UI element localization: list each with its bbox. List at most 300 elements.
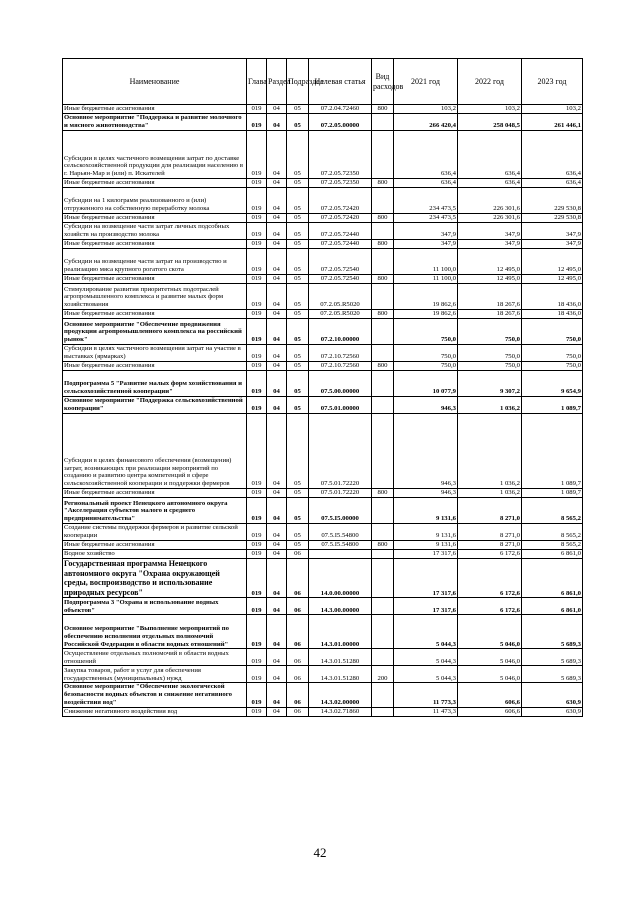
cell-glava: 019 [247, 550, 267, 559]
cell-target-article: 07.2.10.72560 [309, 362, 372, 371]
cell-2022: 750,0 [458, 362, 522, 371]
table-row [63, 598, 583, 615]
cell-target-article: 07.2.05.72420 [309, 214, 372, 223]
cell-expense-type [372, 524, 394, 541]
cell-razdel: 04 [267, 275, 287, 284]
cell-2021: 750,0 [394, 319, 458, 345]
cell-razdel: 04 [267, 223, 287, 240]
cell-expense-type [372, 550, 394, 559]
cell-name: Подпрограмма 5 "Развитие малых форм хозяйствования и сельскохозяйственной кооперации" [63, 371, 247, 397]
cell-name: Иные бюджетные ассигнования [63, 179, 247, 188]
cell-podrazdel: 05 [287, 362, 309, 371]
cell-2023: 630,9 [522, 707, 583, 716]
cell-2023: 347,9 [522, 240, 583, 249]
table-row [63, 223, 583, 240]
cell-name: Иные бюджетные ассигнования [63, 105, 247, 114]
table-row [63, 414, 583, 489]
cell-glava: 019 [247, 345, 267, 362]
cell-2023: 636,4 [522, 131, 583, 179]
cell-2023: 5 689,3 [522, 666, 583, 683]
cell-2021: 11 100,0 [394, 249, 458, 275]
cell-2022: 6 172,6 [458, 559, 522, 598]
cell-2023: 261 446,1 [522, 114, 583, 131]
cell-2021: 11 473,3 [394, 707, 458, 716]
table-header-row [63, 59, 583, 105]
cell-2023: 1 089,7 [522, 397, 583, 414]
cell-2023: 9 654,9 [522, 371, 583, 397]
cell-glava: 019 [247, 223, 267, 240]
cell-glava: 019 [247, 319, 267, 345]
cell-podrazdel: 05 [287, 275, 309, 284]
cell-2021: 5 044,3 [394, 649, 458, 666]
cell-2022: 12 495,0 [458, 249, 522, 275]
cell-podrazdel: 05 [287, 397, 309, 414]
cell-expense-type [372, 397, 394, 414]
cell-name: Основное мероприятие "Обеспечение экологической безопасности водных объектов и снижение негативного воздействия вод" [63, 683, 247, 707]
cell-razdel: 04 [267, 524, 287, 541]
cell-glava: 019 [247, 649, 267, 666]
table-row [63, 131, 583, 179]
cell-glava: 019 [247, 524, 267, 541]
cell-name: Водное хозяйство [63, 550, 247, 559]
cell-expense-type: 800 [372, 310, 394, 319]
cell-2023: 8 565,2 [522, 498, 583, 524]
cell-razdel: 04 [267, 188, 287, 214]
cell-name: Подпрограмма 3 "Охрана и использование водных объектов" [63, 598, 247, 615]
cell-2022: 8 271,0 [458, 498, 522, 524]
cell-podrazdel: 06 [287, 598, 309, 615]
table-row [63, 310, 583, 319]
table-row [63, 397, 583, 414]
cell-2022: 6 172,6 [458, 598, 522, 615]
header-podrazdel: Подраздел [287, 59, 309, 105]
cell-2021: 19 862,6 [394, 310, 458, 319]
cell-2022: 5 046,0 [458, 666, 522, 683]
cell-name: Государственная программа Ненецкого автономного округа "Охрана окружающей среды, воспроизводство и использование природных ресурсов" [63, 559, 247, 598]
cell-name: Иные бюджетные ассигнования [63, 240, 247, 249]
cell-2021: 636,4 [394, 179, 458, 188]
cell-target-article: 07.5.I5.00000 [309, 498, 372, 524]
cell-razdel: 04 [267, 598, 287, 615]
cell-expense-type [372, 414, 394, 489]
budget-table [62, 58, 583, 717]
cell-target-article: 07.2.05.72440 [309, 240, 372, 249]
cell-name: Основное мероприятие "Выполнение мероприятий по обеспечению исполнения отдельных полномочий Российской Федерации в области водных отношений" [63, 615, 247, 649]
cell-glava: 019 [247, 310, 267, 319]
cell-2021: 347,9 [394, 240, 458, 249]
cell-2022: 8 271,0 [458, 541, 522, 550]
cell-razdel: 04 [267, 707, 287, 716]
table-row [63, 188, 583, 214]
cell-glava: 019 [247, 707, 267, 716]
cell-expense-type [372, 683, 394, 707]
cell-razdel: 04 [267, 615, 287, 649]
cell-2022: 636,4 [458, 131, 522, 179]
cell-2022: 1 036,2 [458, 397, 522, 414]
cell-2023: 8 565,2 [522, 541, 583, 550]
cell-expense-type [372, 707, 394, 716]
table-row [63, 524, 583, 541]
cell-glava: 019 [247, 131, 267, 179]
cell-2021: 266 420,4 [394, 114, 458, 131]
cell-podrazdel: 05 [287, 414, 309, 489]
cell-expense-type: 800 [372, 105, 394, 114]
cell-2023: 229 530,8 [522, 214, 583, 223]
table-row [63, 615, 583, 649]
cell-2023: 18 436,0 [522, 284, 583, 310]
cell-2022: 750,0 [458, 319, 522, 345]
header-2022: 2022 год [458, 59, 522, 105]
cell-target-article: 07.5.01.00000 [309, 397, 372, 414]
cell-razdel: 04 [267, 397, 287, 414]
table-row [63, 666, 583, 683]
cell-target-article [309, 550, 372, 559]
cell-2021: 636,4 [394, 131, 458, 179]
cell-2023: 18 436,0 [522, 310, 583, 319]
cell-expense-type: 800 [372, 275, 394, 284]
table-body [63, 105, 583, 717]
cell-2023: 750,0 [522, 362, 583, 371]
table-row [63, 707, 583, 716]
cell-glava: 019 [247, 666, 267, 683]
cell-podrazdel: 05 [287, 489, 309, 498]
cell-podrazdel: 05 [287, 319, 309, 345]
cell-glava: 019 [247, 615, 267, 649]
cell-2023: 6 861,0 [522, 550, 583, 559]
cell-2021: 11 100,0 [394, 275, 458, 284]
cell-name: Основное мероприятие "Поддержка сельскохозяйственной кооперации" [63, 397, 247, 414]
cell-name: Иные бюджетные ассигнования [63, 489, 247, 498]
cell-glava: 019 [247, 559, 267, 598]
header-target-article: Целевая статья [309, 59, 372, 105]
cell-target-article: 07.2.10.00000 [309, 319, 372, 345]
cell-2022: 226 301,6 [458, 214, 522, 223]
cell-name: Иные бюджетные ассигнования [63, 541, 247, 550]
cell-expense-type [372, 615, 394, 649]
cell-2022: 750,0 [458, 345, 522, 362]
table-row [63, 275, 583, 284]
cell-2021: 234 473,5 [394, 188, 458, 214]
cell-razdel: 04 [267, 541, 287, 550]
cell-2021: 9 131,6 [394, 541, 458, 550]
cell-2023: 12 495,0 [522, 249, 583, 275]
cell-name: Региональный проект Ненецкого автономного округа "Акселерация субъектов малого и среднего предпринимательства" [63, 498, 247, 524]
cell-podrazdel: 05 [287, 188, 309, 214]
header-2023: 2023 год [522, 59, 583, 105]
header-name: Наименование [63, 59, 247, 105]
cell-podrazdel: 05 [287, 249, 309, 275]
cell-podrazdel: 05 [287, 524, 309, 541]
cell-expense-type: 800 [372, 489, 394, 498]
cell-target-article: 07.2.05.72540 [309, 275, 372, 284]
cell-2021: 750,0 [394, 345, 458, 362]
cell-2021: 17 317,6 [394, 559, 458, 598]
cell-2022: 606,6 [458, 683, 522, 707]
page-number: 42 [313, 845, 327, 860]
cell-glava: 019 [247, 414, 267, 489]
cell-2021: 9 131,6 [394, 498, 458, 524]
cell-2022: 636,4 [458, 179, 522, 188]
cell-target-article: 07.5.01.72220 [309, 489, 372, 498]
cell-target-article: 07.2.05.72350 [309, 179, 372, 188]
table-row [63, 105, 583, 114]
cell-podrazdel: 05 [287, 114, 309, 131]
cell-target-article: 07.2.10.72560 [309, 345, 372, 362]
cell-expense-type: 800 [372, 541, 394, 550]
cell-glava: 019 [247, 179, 267, 188]
cell-name: Иные бюджетные ассигнования [63, 362, 247, 371]
cell-target-article: 07.5.I5.54800 [309, 524, 372, 541]
cell-target-article: 07.5.I5.54800 [309, 541, 372, 550]
cell-razdel: 04 [267, 114, 287, 131]
table-row [63, 498, 583, 524]
cell-name: Закупка товаров, работ и услуг для обеспечения государственных (муниципальных) нужд [63, 666, 247, 683]
cell-podrazdel: 05 [287, 223, 309, 240]
cell-glava: 019 [247, 598, 267, 615]
cell-razdel: 04 [267, 666, 287, 683]
cell-expense-type [372, 249, 394, 275]
cell-2022: 226 301,6 [458, 188, 522, 214]
cell-expense-type: 800 [372, 240, 394, 249]
header-glava: Глава [247, 59, 267, 105]
table-row [63, 345, 583, 362]
cell-podrazdel: 06 [287, 550, 309, 559]
cell-2022: 9 307,2 [458, 371, 522, 397]
cell-razdel: 04 [267, 649, 287, 666]
cell-expense-type [372, 131, 394, 179]
cell-name: Субсидии на возмещение части затрат личных подсобных хозяйств на производство молока [63, 223, 247, 240]
cell-podrazdel: 05 [287, 541, 309, 550]
cell-glava: 019 [247, 105, 267, 114]
cell-glava: 019 [247, 188, 267, 214]
cell-2021: 19 862,6 [394, 284, 458, 310]
cell-2023: 1 089,7 [522, 414, 583, 489]
cell-podrazdel: 06 [287, 649, 309, 666]
cell-name: Иные бюджетные ассигнования [63, 275, 247, 284]
table-row [63, 179, 583, 188]
cell-expense-type: 800 [372, 214, 394, 223]
cell-razdel: 04 [267, 319, 287, 345]
cell-glava: 019 [247, 541, 267, 550]
table-row [63, 541, 583, 550]
cell-razdel: 04 [267, 179, 287, 188]
table-row [63, 319, 583, 345]
header-2021: 2021 год [394, 59, 458, 105]
table-row [63, 559, 583, 598]
cell-2022: 5 046,0 [458, 649, 522, 666]
cell-glava: 019 [247, 397, 267, 414]
cell-podrazdel: 05 [287, 310, 309, 319]
cell-podrazdel: 06 [287, 707, 309, 716]
cell-expense-type [372, 223, 394, 240]
cell-name: Субсидии на 1 килограмм реализованного и (или) отгруженного на собственную переработку молока [63, 188, 247, 214]
cell-podrazdel: 05 [287, 179, 309, 188]
table-row [63, 214, 583, 223]
cell-glava: 019 [247, 114, 267, 131]
cell-glava: 019 [247, 489, 267, 498]
cell-name: Осуществление отдельных полномочий в области водных отношений [63, 649, 247, 666]
cell-razdel: 04 [267, 362, 287, 371]
cell-expense-type [372, 559, 394, 598]
cell-target-article: 07.5.01.72220 [309, 414, 372, 489]
cell-2023: 8 565,2 [522, 524, 583, 541]
cell-2022: 103,2 [458, 105, 522, 114]
table-row [63, 550, 583, 559]
cell-glava: 019 [247, 284, 267, 310]
cell-2022: 18 267,6 [458, 284, 522, 310]
cell-target-article: 07.2.04.72460 [309, 105, 372, 114]
cell-2021: 10 077,9 [394, 371, 458, 397]
cell-expense-type: 800 [372, 179, 394, 188]
cell-podrazdel: 05 [287, 105, 309, 114]
cell-2023: 1 089,7 [522, 489, 583, 498]
cell-razdel: 04 [267, 310, 287, 319]
cell-razdel: 04 [267, 683, 287, 707]
cell-2023: 636,4 [522, 179, 583, 188]
cell-expense-type [372, 649, 394, 666]
cell-2023: 630,9 [522, 683, 583, 707]
cell-2021: 5 044,3 [394, 666, 458, 683]
cell-glava: 019 [247, 498, 267, 524]
cell-target-article: 07.2.05.72420 [309, 188, 372, 214]
cell-razdel: 04 [267, 214, 287, 223]
cell-name: Иные бюджетные ассигнования [63, 214, 247, 223]
cell-2022: 12 495,0 [458, 275, 522, 284]
cell-2022: 5 046,0 [458, 615, 522, 649]
cell-podrazdel: 06 [287, 559, 309, 598]
cell-razdel: 04 [267, 371, 287, 397]
cell-razdel: 04 [267, 131, 287, 179]
cell-name: Субсидии на возмещение части затрат на производство и реализацию мяса крупного рогатого скота [63, 249, 247, 275]
cell-target-article: 14.0.00.00000 [309, 559, 372, 598]
cell-2023: 12 495,0 [522, 275, 583, 284]
cell-2021: 946,3 [394, 414, 458, 489]
table-row [63, 362, 583, 371]
cell-expense-type: 200 [372, 666, 394, 683]
cell-razdel: 04 [267, 345, 287, 362]
cell-2023: 103,2 [522, 105, 583, 114]
cell-target-article: 14.3.01.51280 [309, 666, 372, 683]
cell-2022: 8 271,0 [458, 524, 522, 541]
cell-2021: 17 317,6 [394, 550, 458, 559]
cell-2022: 347,9 [458, 223, 522, 240]
cell-2021: 750,0 [394, 362, 458, 371]
cell-2022: 1 036,2 [458, 489, 522, 498]
cell-podrazdel: 05 [287, 284, 309, 310]
cell-glava: 019 [247, 214, 267, 223]
cell-target-article: 14.3.02.00000 [309, 683, 372, 707]
cell-glava: 019 [247, 249, 267, 275]
cell-razdel: 04 [267, 105, 287, 114]
cell-podrazdel: 05 [287, 498, 309, 524]
table-row [63, 240, 583, 249]
cell-2023: 6 861,0 [522, 559, 583, 598]
cell-razdel: 04 [267, 414, 287, 489]
cell-expense-type [372, 598, 394, 615]
cell-2021: 946,3 [394, 489, 458, 498]
table-row [63, 489, 583, 498]
cell-2021: 103,2 [394, 105, 458, 114]
cell-2021: 17 317,6 [394, 598, 458, 615]
cell-2022: 347,9 [458, 240, 522, 249]
cell-glava: 019 [247, 362, 267, 371]
table-row [63, 371, 583, 397]
cell-2023: 5 689,3 [522, 649, 583, 666]
cell-target-article: 07.2.05.72440 [309, 223, 372, 240]
cell-name: Стимулирование развития приоритетных подотраслей агропромышленного комплекса и развитие малых форм хозяйствования [63, 284, 247, 310]
cell-2021: 946,3 [394, 397, 458, 414]
cell-2021: 234 473,5 [394, 214, 458, 223]
cell-2023: 750,0 [522, 319, 583, 345]
cell-podrazdel: 05 [287, 345, 309, 362]
cell-target-article: 14.3.01.00000 [309, 615, 372, 649]
cell-2022: 1 036,2 [458, 414, 522, 489]
cell-name: Иные бюджетные ассигнования [63, 310, 247, 319]
cell-2023: 5 689,3 [522, 615, 583, 649]
cell-expense-type [372, 114, 394, 131]
cell-expense-type [372, 371, 394, 397]
cell-expense-type [372, 498, 394, 524]
cell-target-article: 14.3.02.71860 [309, 707, 372, 716]
cell-target-article: 14.3.01.51280 [309, 649, 372, 666]
cell-razdel: 04 [267, 550, 287, 559]
cell-expense-type: 800 [372, 362, 394, 371]
cell-glava: 019 [247, 683, 267, 707]
cell-target-article: 07.2.05.00000 [309, 114, 372, 131]
cell-podrazdel: 06 [287, 615, 309, 649]
cell-podrazdel: 05 [287, 131, 309, 179]
cell-podrazdel: 05 [287, 240, 309, 249]
cell-name: Субсидии в целях частичного возмещения затрат на участие в выставках (ярмарках) [63, 345, 247, 362]
cell-name: Снижение негативного воздействия вод [63, 707, 247, 716]
cell-2021: 11 773,3 [394, 683, 458, 707]
cell-expense-type [372, 319, 394, 345]
table-row [63, 284, 583, 310]
cell-razdel: 04 [267, 284, 287, 310]
cell-name: Основное мероприятие "Обеспечение продвижения продукции агропромышленного комплекса на российский рынок" [63, 319, 247, 345]
cell-glava: 019 [247, 240, 267, 249]
table-row [63, 114, 583, 131]
cell-2023: 229 530,8 [522, 188, 583, 214]
cell-name: Субсидии в целях частичного возмещения затрат по доставке сельскохозяйственной продукции для реализации населению в г. Нарьян-Мар и (или) п. Искателей [63, 131, 247, 179]
cell-razdel: 04 [267, 559, 287, 598]
cell-2023: 6 861,0 [522, 598, 583, 615]
cell-podrazdel: 05 [287, 371, 309, 397]
cell-target-article: 14.3.00.00000 [309, 598, 372, 615]
cell-2022: 18 267,6 [458, 310, 522, 319]
header-expense-type: Вид расходов [372, 59, 394, 105]
cell-target-article: 07.5.00.00000 [309, 371, 372, 397]
cell-target-article: 07.2.05.72350 [309, 131, 372, 179]
cell-2021: 5 044,3 [394, 615, 458, 649]
cell-name: Субсидии в целях финансового обеспечения (возмещения) затрат, возникающих при реализации мероприятий по созданию и развитию центра компетенций в сфере сельскохозяйственной кооперации и поддержки фермеров [63, 414, 247, 489]
cell-name: Основное мероприятие "Поддержка и развитие молочного и мясного животноводства" [63, 114, 247, 131]
cell-expense-type [372, 284, 394, 310]
cell-glava: 019 [247, 371, 267, 397]
cell-2021: 9 131,6 [394, 524, 458, 541]
cell-target-article: 07.2.05.72540 [309, 249, 372, 275]
cell-2022: 6 172,6 [458, 550, 522, 559]
cell-podrazdel: 06 [287, 683, 309, 707]
cell-name: Создание системы поддержки фермеров и развитие сельской кооперации [63, 524, 247, 541]
table-row [63, 649, 583, 666]
cell-razdel: 04 [267, 240, 287, 249]
cell-razdel: 04 [267, 489, 287, 498]
cell-target-article: 07.2.05.R5020 [309, 284, 372, 310]
cell-glava: 019 [247, 275, 267, 284]
cell-target-article: 07.2.05.R5020 [309, 310, 372, 319]
cell-expense-type [372, 345, 394, 362]
